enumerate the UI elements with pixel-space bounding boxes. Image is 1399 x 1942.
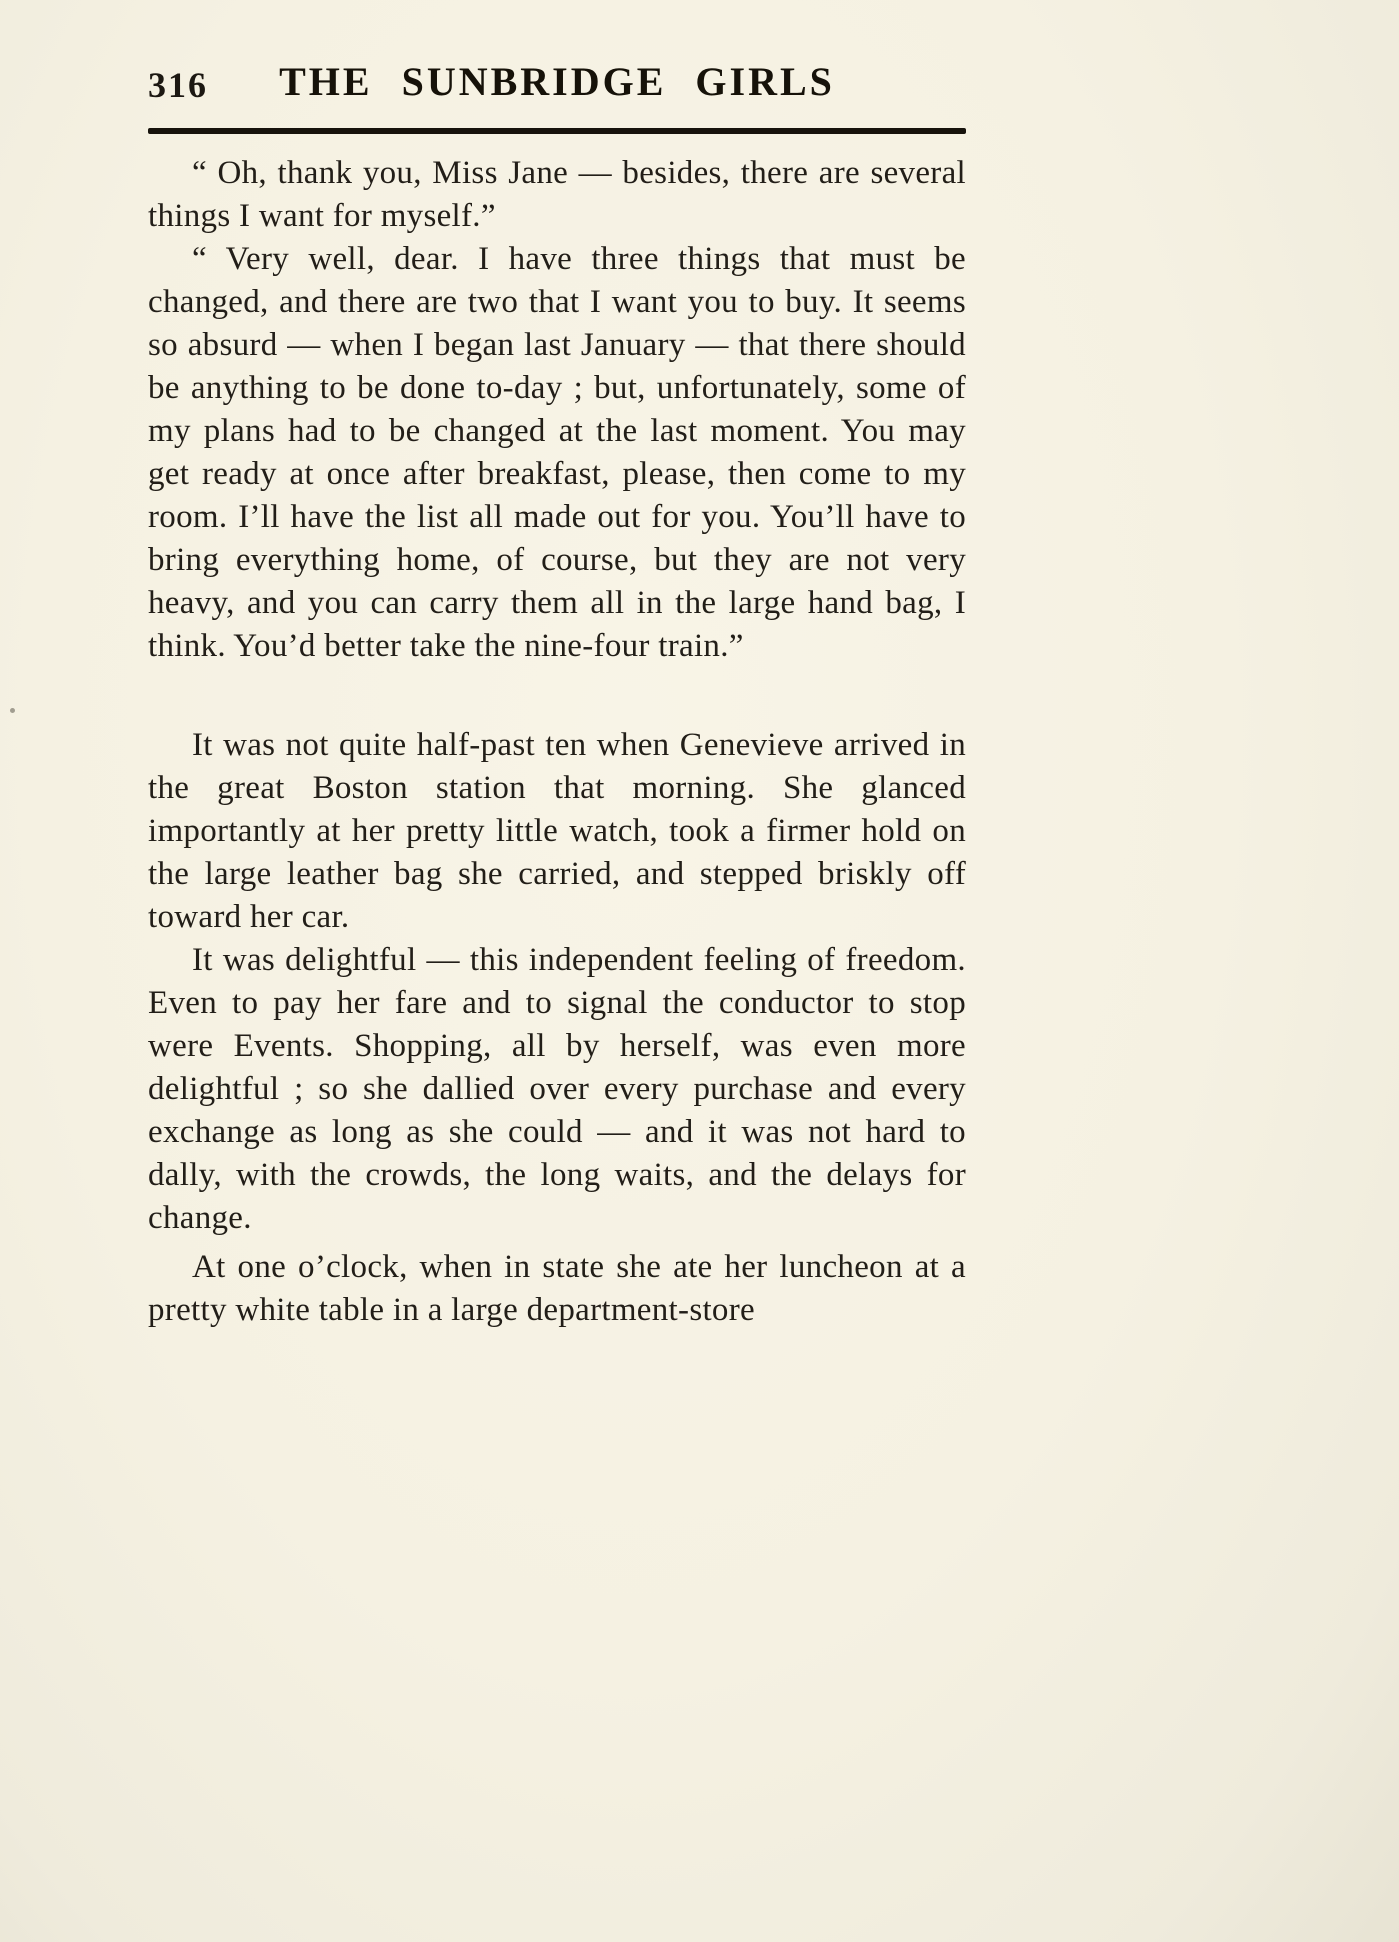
header-rule: [148, 128, 966, 134]
text-block: [148, 58, 966, 1332]
paragraph: It was delightful — this independent feeling of freedom. Even to pay her fare and to signal the conductor to stop were Events. Shopping, all by herself, was even more delightful ; so she dallied over every purchase and every exchange as long as she could — and it was not hard to dally, with the crowds, the long waits, and the delays for change.: [148, 942, 966, 1236]
page-header: [148, 58, 966, 114]
body-text: [148, 152, 966, 1332]
scan-speckle: [10, 708, 15, 713]
paragraph: “ Oh, thank you, Miss Jane — besides, there are several things I want for myself.”: [148, 155, 966, 234]
running-title: THE SUNBRIDGE GIRLS: [279, 59, 835, 104]
paragraph: At one o’clock, when in state she ate her luncheon at a pretty white table in a large department-store: [148, 1249, 966, 1328]
paragraph: “ Very well, dear. I have three things that must be changed, and there are two that I want you to buy. It seems so absurd — when I began last January — that there should be anything to be done to-day ; but, unfortunately, some of my plans had to be changed at the last moment. You may get ready at once after breakfast, please, then come to my room. I’ll have the list all made out for you. You’ll have to bring everything home, of course, but they are not very heavy, and you can carry them all in the large hand bag, I think. You’d better take the nine-four train.”: [148, 241, 966, 664]
paragraph: It was not quite half-past ten when Genevieve arrived in the great Boston station that morning. She glanced importantly at her pretty little watch, took a firmer hold on the large leather bag she carried, and stepped briskly off toward her car.: [148, 727, 966, 935]
page-number: 316: [148, 65, 208, 105]
